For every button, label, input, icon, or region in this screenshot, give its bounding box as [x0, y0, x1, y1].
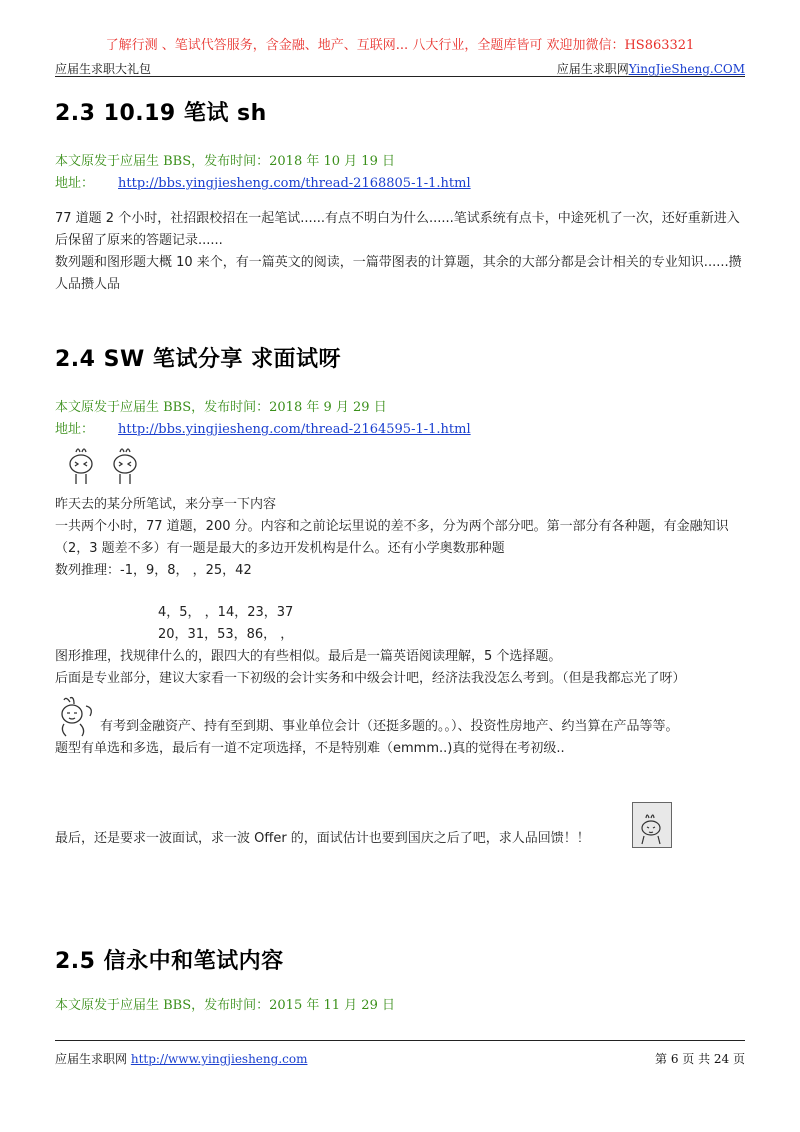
footer-site-name: 应届生求职网	[55, 1052, 128, 1066]
section-2-4-line-2: 一共两个小时，77 道题，200 分。内容和之前论坛里说的差不多，分为两个部分吧。第一部分有各种题，有金融知识（2，3 题差不多）有一题是最大的多边开发机构是什么。还有小学奥数那种题	[55, 519, 729, 556]
promo-banner: 了解行测 、笔试代答服务，含金融、地产、互联网... 八大行业，全题库皆可 欢迎加微信：HS863321	[105, 38, 695, 53]
section-2-3-address	[55, 172, 471, 191]
section-2-4-line-1: 昨天去的某分所笔试，来分享一下内容	[55, 497, 277, 512]
footer-divider	[55, 1040, 745, 1041]
section-2-4-address	[55, 418, 471, 437]
header-site-link[interactable]: YingJieSheng.COM	[628, 62, 745, 76]
address-label: 地址：	[55, 176, 95, 191]
footer-left	[55, 1050, 307, 1067]
rabbit-emoticon-icon	[62, 446, 152, 488]
section-2-3-paragraph-2: 数列题和图形题大概 10 来个，有一篇英文的阅读，一篇带图表的计算题，其余的大部分都是会计相关的专业知识......攒人品攒人品	[55, 255, 742, 292]
section-2-4-line-professional: 后面是专业部分，建议大家看一下初级的会计实务和中级会计吧，经济法我没怎么考到。（但是我都忘光了呀）	[55, 671, 686, 686]
thinking-rabbit-icon	[56, 696, 102, 738]
section-2-4-line-types: 题型有单选和多选，最后有一道不定项选择，不是特别难（emmm..)真的觉得在考初级..	[55, 741, 565, 756]
section-2-3-title: 2.3 10.19 笔试 sh	[55, 101, 267, 126]
section-2-4-line-closing: 最后，还是要求一波面试，求一波 Offer 的，面试估计也要到国庆之后了吧，求人品回馈！！	[55, 831, 590, 846]
header-site-name: 应届生求职网	[556, 62, 629, 76]
section-2-4-sequence-1: 数列推理：-1，9，8， ，25，42	[55, 563, 252, 578]
section-2-3-link[interactable]: http://bbs.yingjiesheng.com/thread-2168805-1-1.html	[118, 176, 471, 191]
header-divider	[55, 76, 745, 77]
page-number: 第 6 页 共 24 页	[655, 1052, 745, 1066]
section-2-4-sequence-3: 20，31，53，86， ，	[158, 627, 294, 642]
header-right	[557, 60, 745, 77]
section-2-4-link[interactable]: http://bbs.yingjiesheng.com/thread-2164595-1-1.html	[118, 422, 471, 437]
section-2-5-title: 2.5 信永中和笔试内容	[55, 949, 284, 974]
section-2-4-meta: 本文原发于应届生 BBS，发布时间：2018 年 9 月 29 日	[55, 400, 387, 415]
section-2-3-meta: 本文原发于应届生 BBS，发布时间：2018 年 10 月 19 日	[55, 154, 395, 169]
footer-site-link[interactable]: http://www.yingjiesheng.com	[130, 1052, 308, 1066]
section-2-3-paragraph-1: 77 道题 2 个小时，社招跟校招在一起笔试......有点不明白为什么......笔试系统有点卡，中途死机了一次，还好重新进入后保留了原来的答题记录......	[55, 211, 740, 248]
section-2-4-line-graphic: 图形推理，找规律什么的，跟四大的有些相似。最后是一篇英语阅读理解，5 个选择题。	[55, 649, 562, 664]
rabbit-sticker-icon	[632, 802, 672, 848]
section-2-4-sequence-2: 4，5， ，14，23，37	[158, 605, 294, 620]
section-2-5-meta: 本文原发于应届生 BBS，发布时间：2015 年 11 月 29 日	[55, 998, 395, 1013]
address-label: 地址：	[55, 422, 95, 437]
section-2-4-title: 2.4 SW 笔试分享 求面试呀	[55, 347, 342, 372]
section-2-4-line-topics: 有考到金融资产、持有至到期、事业单位会计（还挺多题的。。）、投资性房地产、约当算在产品等等。	[100, 719, 679, 734]
header-left-title: 应届生求职大礼包	[55, 62, 152, 76]
